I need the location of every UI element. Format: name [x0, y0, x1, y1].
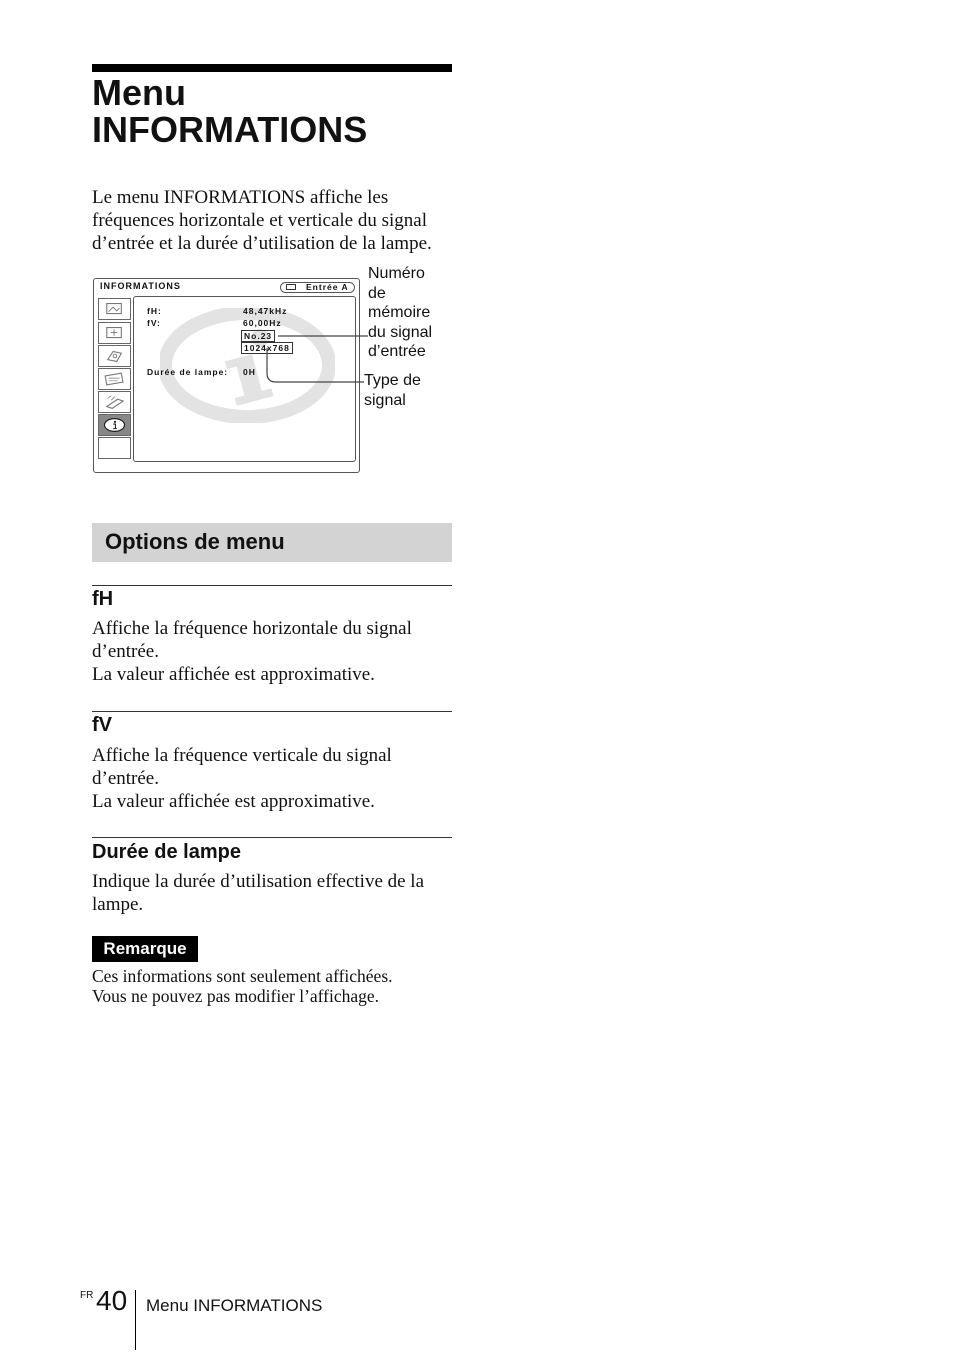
osd-signal-value: 1024x768 — [241, 342, 293, 354]
footer-section-title: Menu INFORMATIONS — [146, 1296, 323, 1315]
picture-icon — [98, 298, 131, 320]
remark-line: Ces informations sont seulement affichées. — [92, 966, 393, 986]
osd-input-label: Entrée A — [306, 282, 349, 292]
blank-menu-icon — [98, 437, 131, 459]
osd-memory-value: No.23 — [241, 330, 275, 342]
description-line: Affiche la fréquence horizontale du signal d’entrée. — [92, 618, 412, 662]
osd-fh-value: 48,47kHz — [243, 306, 288, 316]
callout-line: mémoire — [368, 304, 431, 321]
input-icon — [98, 368, 131, 390]
item-title-lamp: Durée de lampe — [92, 841, 241, 863]
item-title-fv: fV — [92, 714, 112, 736]
screen-icon — [98, 322, 131, 344]
item-description-fh — [92, 617, 457, 686]
callout-signal-type — [364, 371, 454, 410]
page-title — [92, 74, 472, 148]
installation-icon — [98, 391, 131, 413]
callout-line: Numéro — [368, 265, 425, 282]
osd-fv-label: fV: — [147, 318, 161, 328]
item-divider — [92, 837, 452, 838]
callout-line: Type de — [364, 372, 421, 389]
description-line: Affiche la fréquence verticale du signal d’entrée. — [92, 745, 392, 789]
description-line: Indique la durée d’utilisation effective de la lampe. — [92, 871, 425, 915]
description-line: La valeur affichée est approximative. — [92, 791, 375, 812]
footer-page-number: 40 — [96, 1285, 128, 1316]
setup-icon — [98, 345, 131, 367]
item-description-fv — [92, 744, 457, 813]
item-description-lamp — [92, 870, 457, 916]
callout-line: de — [368, 284, 386, 302]
item-divider — [92, 711, 452, 712]
osd-lamp-label: Durée de lampe: — [147, 367, 229, 377]
item-divider — [92, 585, 452, 586]
osd-fv-value: 60,00Hz — [243, 318, 282, 328]
info-menu-icon — [98, 414, 131, 436]
section-title: Options de menu — [105, 529, 285, 554]
remark-label: Remarque — [103, 939, 187, 958]
osd-lamp-value: 0H — [243, 367, 256, 377]
page-title-line1: Menu — [92, 72, 186, 113]
callout-line: du signal — [368, 323, 433, 341]
remark-text — [92, 967, 457, 1006]
remark-line: Vous ne pouvez pas modifier l’affichage. — [92, 985, 380, 1006]
callout-memory-number — [368, 264, 448, 362]
osd-menu-header: INFORMATIONS — [100, 281, 181, 291]
callout-line: signal — [364, 391, 406, 409]
item-title-fh: fH — [92, 588, 114, 610]
page-title-line2: INFORMATIONS — [92, 109, 368, 150]
title-rule — [92, 64, 452, 72]
input-source-icon — [286, 284, 296, 290]
callout-lines — [260, 320, 370, 390]
footer-language: FR — [80, 1290, 94, 1301]
footer-divider — [135, 1290, 136, 1350]
intro-paragraph: Le menu INFORMATIONS affiche les fréquences horizontale et verticale du signal d’entrée et la durée d’utilisation de la lampe. — [92, 187, 432, 254]
description-line: La valeur affichée est approximative. — [92, 664, 375, 685]
callout-line: d’entrée — [368, 343, 426, 360]
osd-fh-label: fH: — [147, 306, 162, 316]
